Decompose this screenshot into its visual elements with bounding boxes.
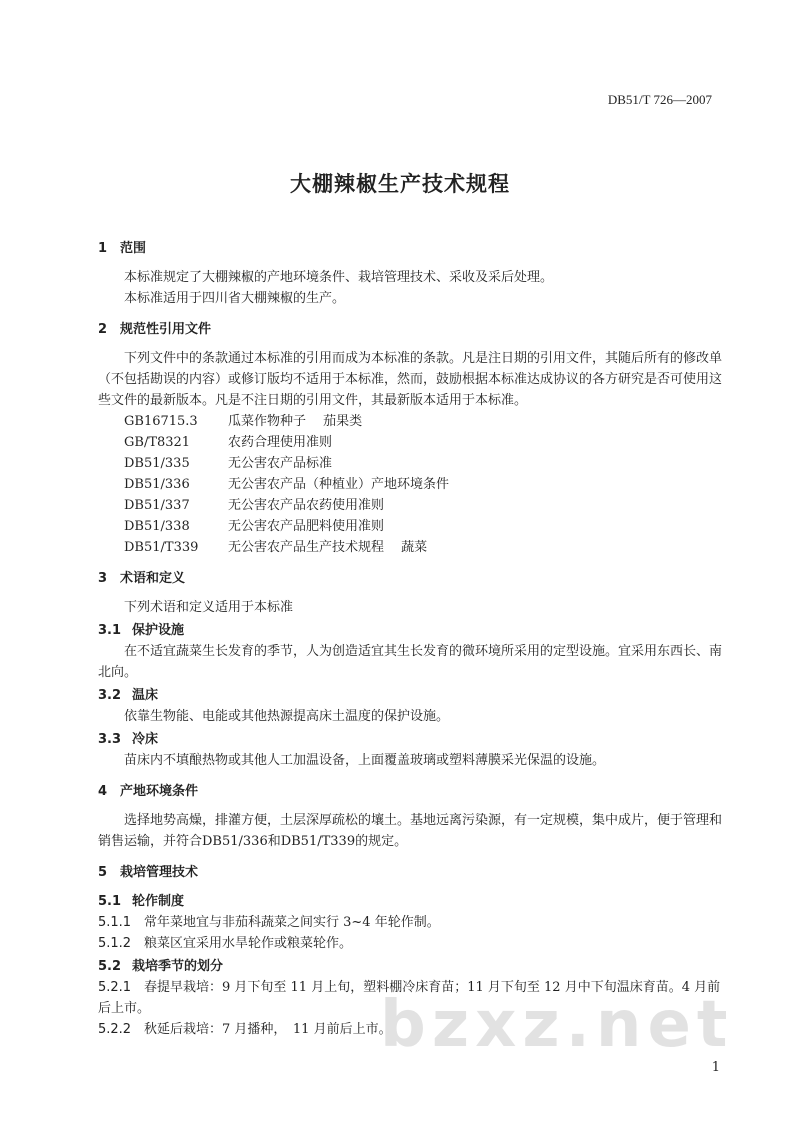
term-definition: 苗床内不填酿热物或其他人工加温设备，上面覆盖玻璃或塑料薄膜采光保温的设施。 — [124, 753, 606, 768]
reference-item: DB51/335 无公害农产品标准 — [124, 456, 333, 471]
section-heading-4: 4 产地环境条件 — [98, 784, 199, 799]
term-definition: 在不适宜蔬菜生长发育的季节，人为创造适宜其生长发育的微环境所采用的定型设施。宜采用东西长、南北向。 — [98, 644, 723, 680]
reference-item: DB51/337 无公害农产品农药使用准则 — [124, 498, 385, 513]
subsection-heading: 5.2 栽培季节的划分 — [98, 959, 224, 974]
term-heading: 3.3 冷床 — [98, 732, 159, 747]
subsection-heading: 5.1 轮作制度 — [98, 894, 185, 909]
reference-item: DB51/338 无公害农产品肥料使用准则 — [124, 519, 385, 534]
section-heading-1: 1 范围 — [98, 241, 147, 256]
paragraph: 本标准适用于四川省大棚辣椒的生产。 — [124, 291, 346, 306]
paragraph: 下列术语和定义适用于本标准 — [124, 600, 294, 615]
section-heading-3: 3 术语和定义 — [98, 571, 186, 586]
term-definition: 依靠生物能、电能或其他热源提高床土温度的保护设施。 — [124, 709, 450, 724]
clause: 5.1.2 粮菜区宜采用水旱轮作或粮菜轮作。 — [98, 936, 353, 951]
reference-item: GB16715.3 瓜菜作物种子 茄果类 — [124, 414, 363, 429]
term-heading: 3.2 温床 — [98, 688, 159, 703]
page-number: 1 — [711, 1060, 720, 1075]
paragraph: 选择地势高燥，排灌方便，土层深厚疏松的壤土。基地远离污染源，有一定规模，集中成片，便于管理和销售运输，并符合DB51/336和DB51/T339的规定。 — [98, 813, 723, 849]
reference-item: GB/T8321 农药合理使用准则 — [124, 435, 333, 450]
clause: 5.1.1 常年菜地宜与非茄科蔬菜之间实行 3~4 年轮作制。 — [98, 915, 440, 930]
paragraph: 下列文件中的条款通过本标准的引用而成为本标准的条款。凡是注日期的引用文件，其随后所有的修改单（不包括勘误的内容）或修订版均不适用于本标准，然而，鼓励根据本标准达成协议的各方研究是否可使用这些文件的最新版本。凡是不注日期的引用文件，其最新版本适用于本标准。 — [98, 351, 723, 408]
reference-list — [124, 411, 726, 558]
clause: 5.2.1 春提早栽培：9 月下旬至 11 月上旬，塑料棚冷床育苗；11 月下旬至 12 月中下旬温床育苗。4 月前后上市。 — [98, 980, 721, 1016]
watermark: bzxz.net — [380, 988, 734, 1062]
section-heading-5: 5 栽培管理技术 — [98, 865, 199, 880]
reference-item: DB51/336 无公害农产品（种植业）产地环境条件 — [124, 477, 450, 492]
term-heading: 3.1 保护设施 — [98, 623, 185, 638]
document-body — [98, 228, 726, 1040]
section-heading-2: 2 规范性引用文件 — [98, 322, 212, 337]
standard-code: DB51/T 726—2007 — [607, 92, 712, 107]
paragraph: 本标准规定了大棚辣椒的产地环境条件、栽培管理技术、采收及采后处理。 — [124, 270, 554, 285]
page-title: 大棚辣椒生产技术规程 — [290, 172, 510, 196]
reference-item: DB51/T339 无公害农产品生产技术规程 蔬菜 — [124, 540, 428, 555]
clause: 5.2.2 秋延后栽培：7 月播种， 11 月前后上市。 — [98, 1022, 392, 1037]
